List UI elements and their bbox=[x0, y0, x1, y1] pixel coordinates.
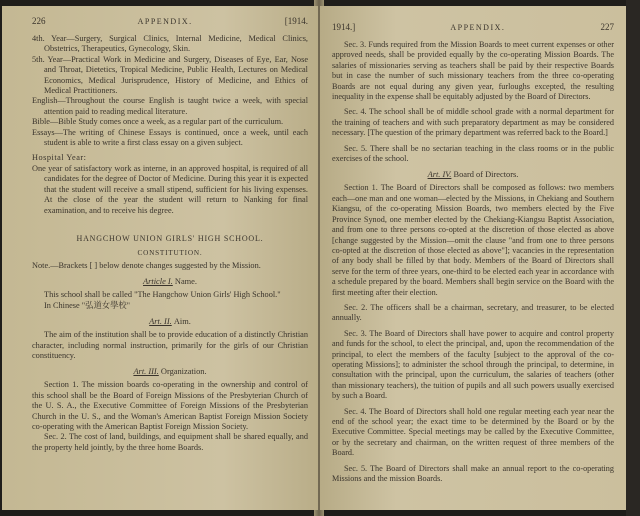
curriculum-5th-year: 5th. Year—Practical Work in Medicine and Surgery, Diseases of Eye, Ear, Nose and Throat, Dietetics, Tropical Medicine, Public Health, Lectures on Medical Economics, Medical Jurisprudence, History of Medicine, and Ethics of Medical Practitioners. bbox=[32, 54, 308, 96]
brackets-note: Note.—Brackets [ ] below denote changes suggested by the Mission. bbox=[32, 260, 261, 270]
left-running-year: [1914. bbox=[284, 16, 308, 26]
article-4-name: Board of Directors. bbox=[453, 170, 519, 180]
curriculum-english: English—Throughout the course English is taught twice a week, with special attention paid to reading medical literature. bbox=[32, 96, 308, 116]
article-3-section-1: Section 1. The mission boards co-operating in the ownership and control of this school shall be the Board of Foreign Missions of the Presbyterian Church of the U. S. A., the Executive Committee of Foreign Missions of the Presbyterian Church in the U. S., and the Woman's American Baptist Foreign Mission Society co-operating with the American Baptist Foreign Mission Society. bbox=[32, 380, 308, 431]
article-4-section-1: Section 1. The Board of Directors shall be composed as follows: two members each—one man and one woman—elected by the Missions, in Chekiang and Southern Kiangsu, of the co-operating Mission Boards, two members elected by the Five Province Synod, one member elected by the Chekiang-Kiangsu Baptist Association, and from one to three persons co-opted at the discretion of those elected as above [change suggested by the Mission—omit the clause "and from one to three persons co-opted at the discretion of those elected as above"]; vacancies in the representation of any body shall be filled by that body. Members of the Board of Directors shall serve for the term of three years, one-third to be elected each year in accordance with a schedule prepared by the board. Members shall begin service on the Board with the first meeting after their election. bbox=[332, 183, 614, 297]
left-page bbox=[2, 6, 318, 510]
article-4-section-4: Sec. 4. The Board of Directors shall hold one regular meeting each year near the end of the school year; the exact time to be determined by the Board or by the Executive Committee. Special meetings may be called by the Executive Committee, or by the secretary and chairman, on the written request of three members of the Board. bbox=[332, 406, 614, 458]
curriculum-bible: Bible—Bible Study comes once a week, as a regular part of the curriculum. bbox=[32, 117, 284, 127]
right-running-year: 1914.] bbox=[332, 22, 356, 32]
right-page bbox=[320, 6, 626, 510]
article-4-section-2: Sec. 2. The officers shall be a chairman, secretary, and treasurer, to be elected annually. bbox=[332, 302, 614, 323]
article-4-heading bbox=[332, 170, 614, 179]
left-page-number: 226 bbox=[32, 16, 46, 26]
article-3-section-4: Sec. 4. The school shall be of middle school grade with a normal department for the training of teachers and with such preparatory department as may be considered necessary. [The question of the primary department was referred back to the Board.] bbox=[332, 107, 614, 138]
right-running-head bbox=[332, 22, 614, 32]
article-3-label: Art. III. bbox=[133, 367, 159, 377]
article-2-label: Art. II. bbox=[149, 317, 172, 327]
article-4-label: Art. IV. bbox=[427, 170, 452, 180]
article-1-name: Name. bbox=[174, 277, 197, 287]
article-3-section-5: Sec. 5. There shall be no sectarian teaching in the class rooms or in the public exercises of the school. bbox=[332, 143, 614, 164]
article-1-heading bbox=[32, 277, 308, 286]
curriculum-essays: Essays—The writing of Chinese Essays is continued, once a week, until each student is able to write a first class essay on a given subject. bbox=[32, 127, 308, 148]
article-3-heading bbox=[32, 367, 308, 376]
article-1-text: This school shall be called "The Hangchow Union Girls' High School." bbox=[44, 290, 281, 300]
article-1-chinese: In Chinese "弘道女學校" bbox=[44, 300, 131, 310]
article-3-name: Organization. bbox=[160, 367, 207, 377]
article-3-section-2: Sec. 2. The cost of land, buildings, and equipment shall be shared equally, and the property held jointly, by the three home Boards. bbox=[32, 432, 308, 452]
school-title: HANGCHOW UNION GIRLS' HIGH SCHOOL. bbox=[76, 233, 264, 243]
article-2-text: The aim of the institution shall be to provide education of a distinctly Christian character, including normal instruction, primarily for the girls of our Christian constituency. bbox=[32, 330, 308, 360]
article-4-section-3: Sec. 3. The Board of Directors shall have power to acquire and control property and funds for the school, to elect the principal, and, upon the recommendation of the principal, to elect the members of the faculty [subject to the approval of the co-operating Missions]; to administer the school through the principal, to determine, in consultation with the principal, upon the curriculum, the salaries of teachers (other than missionary teachers), the tuition of pupils and all such powers usually exercised by such a Board. bbox=[332, 328, 614, 401]
left-running-head bbox=[32, 16, 308, 26]
article-2-heading bbox=[32, 317, 308, 326]
hospital-year-text: One year of satisfactory work as interne, in an approved hospital, is required of all candidates for the degree of Doctor of Medicine. During this year it is expected that the student will receive a small stipend, sufficient for his living expenses. At the close of the year the student will return to Nanking for final examination, and to receive his degree. bbox=[32, 163, 308, 215]
article-4-section-5: Sec. 5. The Board of Directors shall make an annual report to the co-operating Missions and the mission Boards. bbox=[332, 463, 614, 484]
article-3-section-3: Sec. 3. Funds required from the Mission Boards to meet current expenses or other approved needs, shall be provided equally by the co-operating Mission Boards. The salaries of missionaries serving as teachers shall be paid by their respective Boards but in case the number of such missionary teachers from the three co-operating Boards are not equal during any given year, furloughs excepted, the resulting inequality in the expense shall be equitably adjusted by the Board of Directors. bbox=[332, 40, 614, 102]
article-2-name: Aim. bbox=[173, 317, 191, 327]
constitution-heading: CONSTITUTION. bbox=[137, 248, 203, 257]
hospital-year-label: Hospital Year: bbox=[32, 153, 87, 163]
article-1-label: Article I. bbox=[143, 277, 173, 287]
left-running-title: APPENDIX. bbox=[137, 17, 193, 26]
right-page-number: 227 bbox=[600, 22, 614, 32]
book-edge bbox=[626, 0, 640, 516]
right-running-title: APPENDIX. bbox=[450, 23, 506, 32]
curriculum-4th-year: 4th. Year—Surgery, Surgical Clinics, Internal Medicine, Medical Clinics, Obstetrics, Therapeutics, Gynecology, Skin. bbox=[32, 34, 308, 54]
